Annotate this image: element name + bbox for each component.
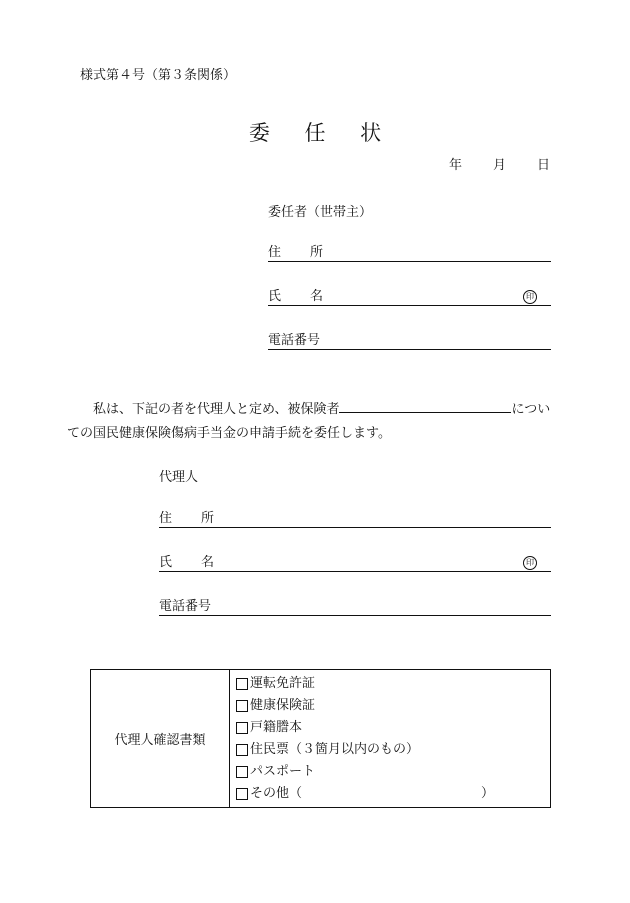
- checkbox-icon[interactable]: [236, 722, 248, 734]
- date-line: [418, 154, 550, 173]
- agent-phone-label: 電話番号: [159, 599, 212, 614]
- delegator-address-label-1: 住: [268, 245, 282, 260]
- statement-part2: につい: [511, 402, 551, 417]
- checkbox-icon[interactable]: [236, 788, 248, 800]
- agent-address-field[interactable]: [159, 506, 551, 528]
- form-number: 様式第４号（第３条関係）: [80, 68, 237, 83]
- agent-address-label-1: 住: [159, 511, 173, 526]
- option-passport[interactable]: パスポート: [236, 761, 550, 783]
- delegation-statement: [67, 398, 552, 446]
- document-title: 委 任 状: [248, 121, 396, 145]
- date-year: 年: [448, 158, 462, 173]
- agent-name-label-2: 名: [200, 555, 214, 570]
- delegator-name-field[interactable]: [268, 284, 551, 306]
- id-documents-table: [90, 669, 551, 808]
- delegator-seal-mark: 印: [523, 290, 537, 304]
- insured-person-blank[interactable]: [339, 398, 511, 413]
- checkbox-icon[interactable]: [236, 744, 248, 756]
- agent-seal-mark: 印: [523, 556, 537, 570]
- delegator-address-field[interactable]: [268, 240, 551, 262]
- other-close-label: ）: [480, 785, 494, 801]
- agent-name-label-1: 氏: [159, 555, 173, 570]
- agent-name-field[interactable]: [159, 550, 551, 572]
- id-documents-heading: 代理人確認書類: [91, 670, 230, 808]
- id-documents-options: [230, 670, 551, 808]
- agent-phone-field[interactable]: [159, 594, 551, 616]
- delegator-phone-label: 電話番号: [268, 333, 321, 348]
- delegator-phone-field[interactable]: [268, 328, 551, 350]
- other-open-label: その他（: [250, 785, 303, 801]
- delegator-heading: 委任者（世帯主）: [268, 205, 373, 220]
- date-month: 月: [492, 158, 506, 173]
- statement-part3: ての国民健康保険傷病手当金の申請手続を委任します。: [67, 426, 391, 441]
- date-day: 日: [536, 158, 550, 173]
- delegator-name-label-2: 名: [309, 289, 323, 304]
- agent-heading: 代理人: [159, 470, 199, 485]
- agent-address-label-2: 所: [200, 511, 214, 526]
- statement-part1: 私は、下記の者を代理人と定め、被保険者: [93, 402, 340, 417]
- option-health-insurance-card[interactable]: 健康保険証: [236, 695, 550, 717]
- option-family-register[interactable]: 戸籍謄本: [236, 717, 550, 739]
- checkbox-icon[interactable]: [236, 678, 248, 690]
- checkbox-icon[interactable]: [236, 766, 248, 778]
- delegator-name-label-1: 氏: [268, 289, 282, 304]
- option-other[interactable]: [236, 783, 550, 805]
- checkbox-icon[interactable]: [236, 700, 248, 712]
- delegator-address-label-2: 所: [309, 245, 323, 260]
- option-drivers-license[interactable]: 運転免許証: [236, 673, 550, 695]
- option-resident-certificate[interactable]: 住民票（３箇月以内のもの）: [236, 739, 550, 761]
